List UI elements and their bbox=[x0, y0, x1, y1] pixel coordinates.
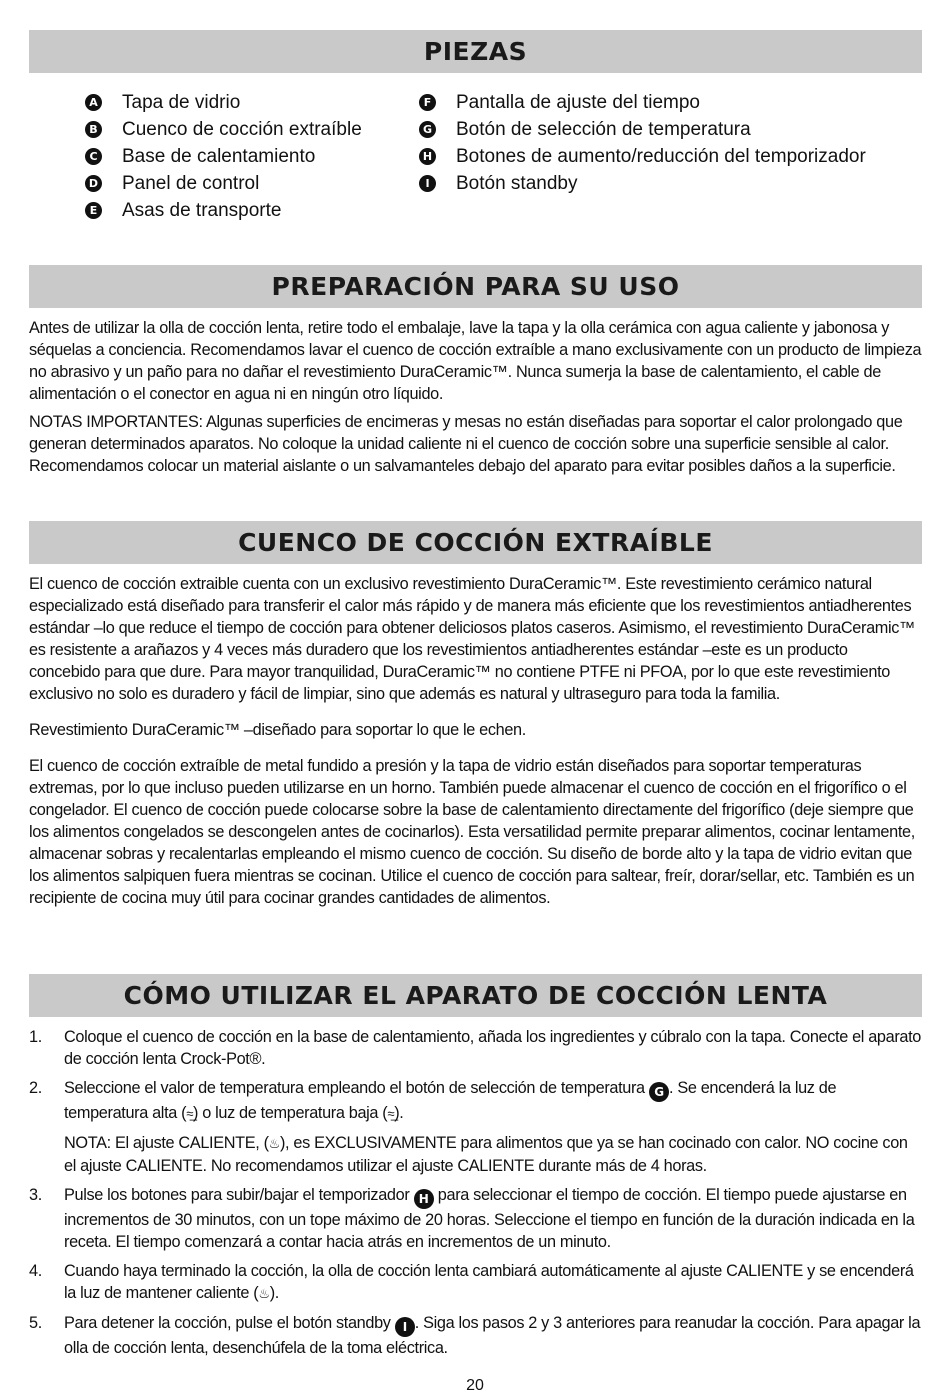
step-number: 4. bbox=[29, 1262, 42, 1280]
letter-badge: D bbox=[85, 175, 102, 192]
letter-badge: F bbox=[419, 94, 436, 111]
list-item bbox=[29, 1312, 922, 1359]
section-title-piezas: PIEZAS bbox=[29, 30, 922, 73]
step-text-part: . Siga los pasos 2 y 3 anteriores para reanudar la cocción. Para apagar la olla de cocción lenta, desenchúfela de la toma eléctrica. bbox=[64, 1314, 921, 1357]
letter-badge: I bbox=[395, 1317, 415, 1337]
parts-list-right bbox=[419, 89, 866, 197]
part-item bbox=[85, 143, 362, 170]
heat-warm-icon: ♨ bbox=[258, 1286, 270, 1301]
list-item bbox=[29, 1026, 922, 1070]
step-text-part: ). bbox=[269, 1284, 279, 1302]
step-text-part: . Se encenderá la luz de temperatura alta ( bbox=[64, 1079, 837, 1122]
step-text bbox=[64, 1077, 922, 1125]
step-text-part: ). bbox=[394, 1104, 404, 1122]
part-label: Pantalla de ajuste del tiempo bbox=[456, 91, 700, 113]
part-label: Cuenco de cocción extraíble bbox=[122, 118, 362, 140]
part-label: Botones de aumento/reducción del temporizador bbox=[456, 145, 866, 167]
step-number: 5. bbox=[29, 1314, 42, 1332]
paragraph: Revestimiento DuraCeramic™ –diseñado para soportar lo que le echen. bbox=[29, 721, 526, 739]
part-item bbox=[419, 170, 866, 197]
step-note bbox=[64, 1132, 922, 1177]
step-text-part: NOTA: El ajuste CALIENTE, ( bbox=[64, 1134, 269, 1152]
step-text bbox=[64, 1260, 922, 1305]
step-number: 1. bbox=[29, 1028, 42, 1046]
part-item bbox=[419, 143, 866, 170]
preparacion-text bbox=[29, 317, 922, 483]
letter-badge: H bbox=[414, 1189, 434, 1209]
list-item bbox=[29, 1184, 922, 1253]
step-text-part: para seleccionar el tiempo de cocción. El tiempo puede ajustarse en incrementos de 30 minutos, con un tope máximo de 20 horas. Seleccione el tiempo en función de la duración indicada en la receta. El tiempo comenzará a contar hacia atrás en incrementos de un minuto. bbox=[64, 1186, 915, 1251]
paragraph: El cuenco de cocción extraíble de metal fundido a presión y la tapa de vidrio están diseñados para soportar temperaturas extremas, por lo que incluso pueden utilizarse en un horno. También puede almacenar el cuenco de cocción en el frigorífico o el congelador. El cuenco de cocción puede colocarse sobre la base de calentamiento directamente del frigorífico (deje siempre que los alimentos congelados se descongelen antes de cocinarlos). Esta versatilidad permite preparar alimentos, cocinar lentamente, almacenar sobras y recalentarlas empleando el mismo cuenco de cocción. Su diseño de borde alto y la tapa de vidrio evitan que los alimentos salpiquen fuera mientras se cocinan. Utilice el cuenco de cocción para saltear, freír, dorar/sellar, etc. También es un recipiente de cocina muy útil para cocinar grandes cantidades de alimentos. bbox=[29, 757, 915, 907]
part-item bbox=[85, 116, 362, 143]
list-item bbox=[29, 1260, 922, 1305]
step-number: 3. bbox=[29, 1186, 42, 1204]
parts-list-left bbox=[85, 89, 362, 224]
part-label: Botón standby bbox=[456, 172, 578, 194]
part-label: Tapa de vidrio bbox=[122, 91, 241, 113]
paragraph: Antes de utilizar la olla de cocción lenta, retire todo el embalaje, lave la tapa y la olla cerámica con agua caliente y jabonosa y séquelas a conciencia. Recomendamos lavar el cuenco de cocción extraíble a mano exclusivamente con un producto de limpieza no abrasivo y un paño para no dañar el revestimiento DuraCeramic™. Nunca sumerja la base de calentamiento, el cable de alimentación o el conector en agua ni en ningún otro líquido. bbox=[29, 319, 922, 403]
part-item bbox=[85, 197, 362, 224]
heat-warm-icon: ♨ bbox=[268, 1136, 280, 1151]
step-text-part: Cuando haya terminado la cocción, la olla de cocción lenta cambiará automáticamente al ajuste CALIENTE y se encenderá la luz de mantener caliente ( bbox=[64, 1262, 914, 1302]
section-title-como-utilizar: CÓMO UTILIZAR EL APARATO DE COCCIÓN LENTA bbox=[29, 974, 922, 1017]
step-number: 2. bbox=[29, 1079, 42, 1097]
part-label: Panel de control bbox=[122, 172, 260, 194]
letter-badge: H bbox=[419, 148, 436, 165]
part-item bbox=[85, 170, 362, 197]
part-item bbox=[85, 89, 362, 116]
instructions-list bbox=[29, 1026, 922, 1366]
step-text-part: ), es EXCLUSIVAMENTE para alimentos que ya se han cocinado con calor. NO cocine con el ajuste CALIENTE. No recomendamos utilizar el ajuste CALIENTE durante más de 4 horas. bbox=[64, 1134, 908, 1175]
letter-badge: C bbox=[85, 148, 102, 165]
page-number: 20 bbox=[466, 1377, 484, 1394]
step-text bbox=[64, 1184, 922, 1253]
part-label: Asas de transporte bbox=[122, 199, 282, 221]
letter-badge: G bbox=[649, 1082, 669, 1102]
letter-badge: E bbox=[85, 202, 102, 219]
part-item bbox=[419, 89, 866, 116]
section-title-preparacion: PREPARACIÓN PARA SU USO bbox=[29, 265, 922, 308]
list-item bbox=[29, 1077, 922, 1177]
paragraph: NOTAS IMPORTANTES: Algunas superficies de encimeras y mesas no están diseñadas para soportar el calor prolongado que generan determinados aparatos. No coloque la unidad caliente ni el cuenco de cocción sobre una superficie sensible al calor. Recomendamos colocar un material aislante o un salvamanteles debajo del aparato para evitar posibles daños a la superficie. bbox=[29, 413, 903, 475]
step-text-part: ) o luz de temperatura baja ( bbox=[193, 1104, 388, 1122]
paragraph: El cuenco de cocción extraible cuenta con un exclusivo revestimiento DuraCeramic™. Este revestimiento cerámico natural especializado está diseñado para transferir el calor más rápido y de manera más eficiente que los revestimientos antiadherentes estándar –lo que reduce el tiempo de cocción para obtener deliciosos platos caseros. Asimismo, el revestimiento DuraCeramic™ es resistente a arañazos y 4 veces más duradero que los revestimientos antiadherentes estándar –este es un producto concebido para que dure. Para mayor tranquilidad, DuraCeramic™ no contiene PTFE ni PFOA, por lo que este revestimiento exclusivo no solo es duradero y fácil de limpiar, sino que además es natural y ultraseguro para toda la familia. bbox=[29, 575, 915, 703]
letter-badge: A bbox=[85, 94, 102, 111]
step-text-part: Para detener la cocción, pulse el botón standby bbox=[64, 1314, 391, 1332]
letter-badge: G bbox=[419, 121, 436, 138]
cuenco-text bbox=[29, 573, 922, 915]
part-item bbox=[419, 116, 866, 143]
section-title-cuenco: CUENCO DE COCCIÓN EXTRAÍBLE bbox=[29, 521, 922, 564]
step-text-part: Pulse los botones para subir/bajar el temporizador bbox=[64, 1186, 410, 1204]
step-text bbox=[64, 1312, 922, 1359]
part-label: Botón de selección de temperatura bbox=[456, 118, 751, 140]
step-text-part: Seleccione el valor de temperatura empleando el botón de selección de temperatura bbox=[64, 1079, 645, 1097]
letter-badge: I bbox=[419, 175, 436, 192]
heat-low-icon: ≈̲ bbox=[387, 1106, 395, 1121]
part-label: Base de calentamiento bbox=[122, 145, 316, 167]
heat-high-icon: ≈̲ bbox=[186, 1106, 193, 1121]
step-text: Coloque el cuenco de cocción en la base de calentamiento, añada los ingredientes y cúbralo con la tapa. Conecte el aparato de cocción lenta Crock-Pot®. bbox=[64, 1028, 921, 1068]
letter-badge: B bbox=[85, 121, 102, 138]
